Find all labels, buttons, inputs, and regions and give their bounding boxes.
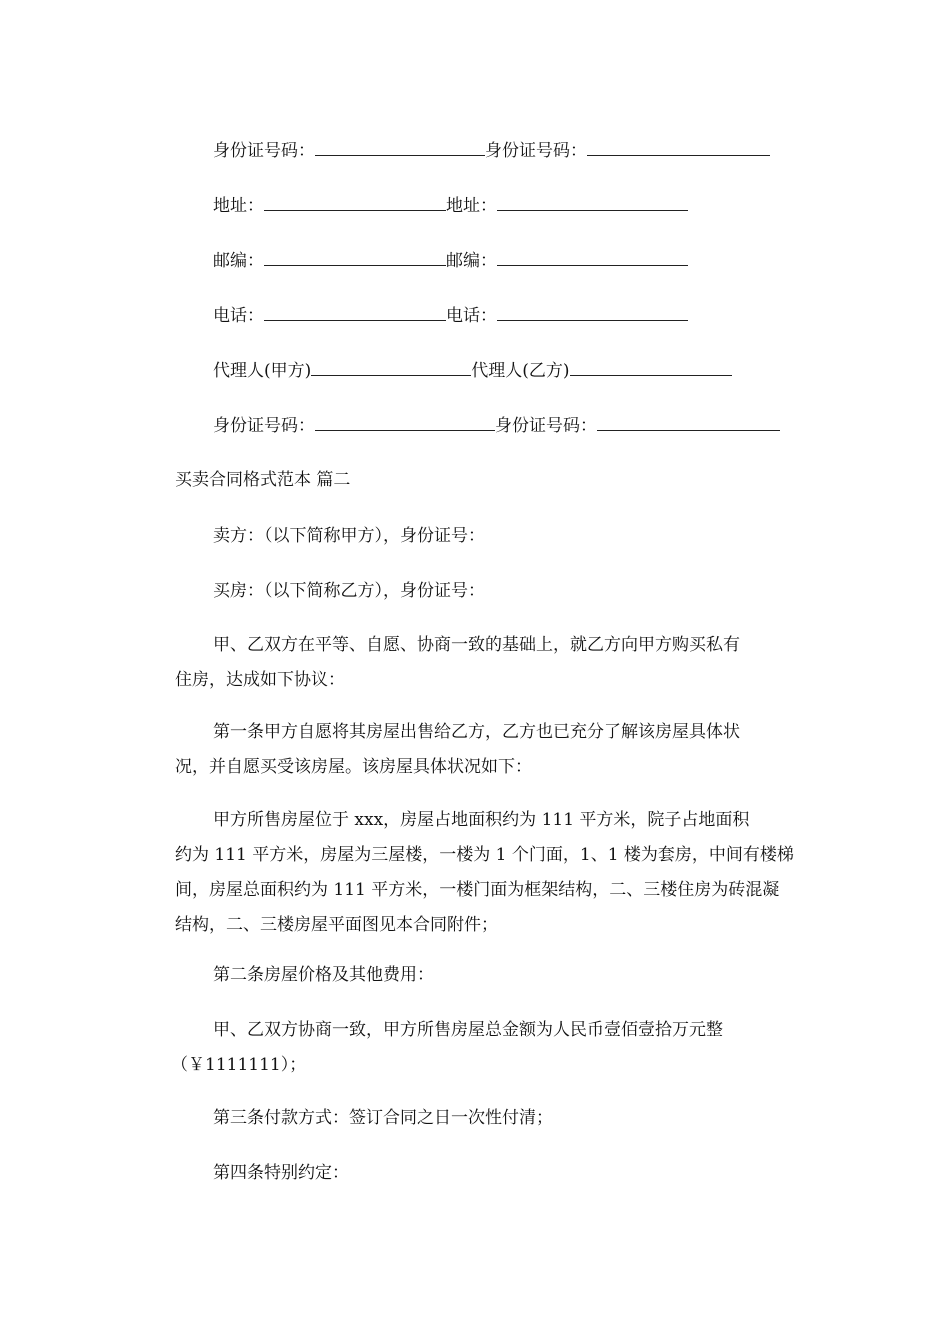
description-row-1: 甲方所售房屋位于 xxx，房屋占地面积约为 111 平方米，院子占地面积 [213, 810, 750, 830]
phone-label-a: 电话： [213, 306, 264, 326]
id-number-label-b: 身份证号码： [485, 141, 587, 161]
article-4-paragraph [175, 1156, 807, 1191]
description-row-2: 约为 111 平方米，房屋为三屋楼，一楼为 1 个门面，1、1 楼为套房，中间有楼梯 [175, 845, 794, 865]
id-number-blank-a[interactable] [315, 415, 495, 431]
id-number-line-1 [213, 140, 770, 162]
article-1-row-1: 第一条甲方自愿将其房屋出售给乙方，乙方也已充分了解该房屋具体状 [213, 722, 740, 742]
id-number-label-a: 身份证号码： [213, 141, 315, 161]
address-blank-b[interactable] [497, 195, 688, 211]
description-row-3: 间，房屋总面积约为 111 平方米，一楼门面为框架结构，二、三楼住房为砖混凝 [175, 880, 780, 900]
postcode-blank-b[interactable] [497, 250, 688, 266]
seller-line: 卖方：（以下简称甲方），身份证号： [213, 526, 485, 546]
id-number-label-b: 身份证号码： [495, 416, 597, 436]
agent-blank-a[interactable] [311, 360, 471, 376]
article-3-row: 第三条付款方式：签订合同之日一次性付清； [213, 1108, 553, 1128]
agent-line [213, 360, 732, 382]
price-paragraph [171, 1013, 807, 1083]
intro-row-1: 甲、乙双方在平等、自愿、协商一致的基础上，就乙方向甲方购买私有 [213, 635, 740, 655]
intro-paragraph [175, 628, 807, 698]
phone-blank-b[interactable] [497, 305, 688, 321]
address-label-a: 地址： [213, 196, 264, 216]
description-row-4: 结构，二、三楼房屋平面图见本合同附件； [175, 915, 498, 935]
intro-row-2: 住房，达成如下协议： [175, 670, 345, 690]
article-4-row: 第四条特别约定： [213, 1163, 349, 1183]
postcode-label-a: 邮编： [213, 251, 264, 271]
id-number-blank-a[interactable] [315, 140, 485, 156]
property-description-paragraph [175, 803, 807, 943]
article-3-paragraph [175, 1101, 807, 1136]
article-1-row-2: 况，并自愿买受该房屋。该房屋具体状况如下： [175, 757, 532, 777]
phone-blank-a[interactable] [264, 305, 446, 321]
agent-label-b: 代理人(乙方) [471, 361, 570, 381]
postcode-blank-a[interactable] [264, 250, 446, 266]
article-2-paragraph [175, 958, 807, 993]
article-1-paragraph [175, 715, 807, 785]
phone-label-b: 电话： [446, 306, 497, 326]
id-number-label-a: 身份证号码： [213, 416, 315, 436]
agent-blank-b[interactable] [570, 360, 732, 376]
postcode-label-b: 邮编： [446, 251, 497, 271]
address-blank-a[interactable] [264, 195, 446, 211]
buyer-line: 买房：（以下简称乙方），身份证号： [213, 581, 485, 601]
id-number-blank-b[interactable] [587, 140, 770, 156]
agent-label-a: 代理人(甲方) [213, 361, 312, 381]
id-number-line-2 [213, 415, 780, 437]
postcode-line [213, 250, 688, 272]
article-2-row: 第二条房屋价格及其他费用： [213, 965, 434, 985]
id-number-blank-b[interactable] [597, 415, 780, 431]
section-title: 买卖合同格式范本 篇二 [175, 470, 351, 490]
address-label-b: 地址： [446, 196, 497, 216]
price-row-1: 甲、乙双方协商一致，甲方所售房屋总金额为人民币壹佰壹拾万元整 [213, 1020, 723, 1040]
phone-line [213, 305, 688, 327]
address-line [213, 195, 688, 217]
price-row-2: （￥1111111）； [171, 1055, 307, 1075]
